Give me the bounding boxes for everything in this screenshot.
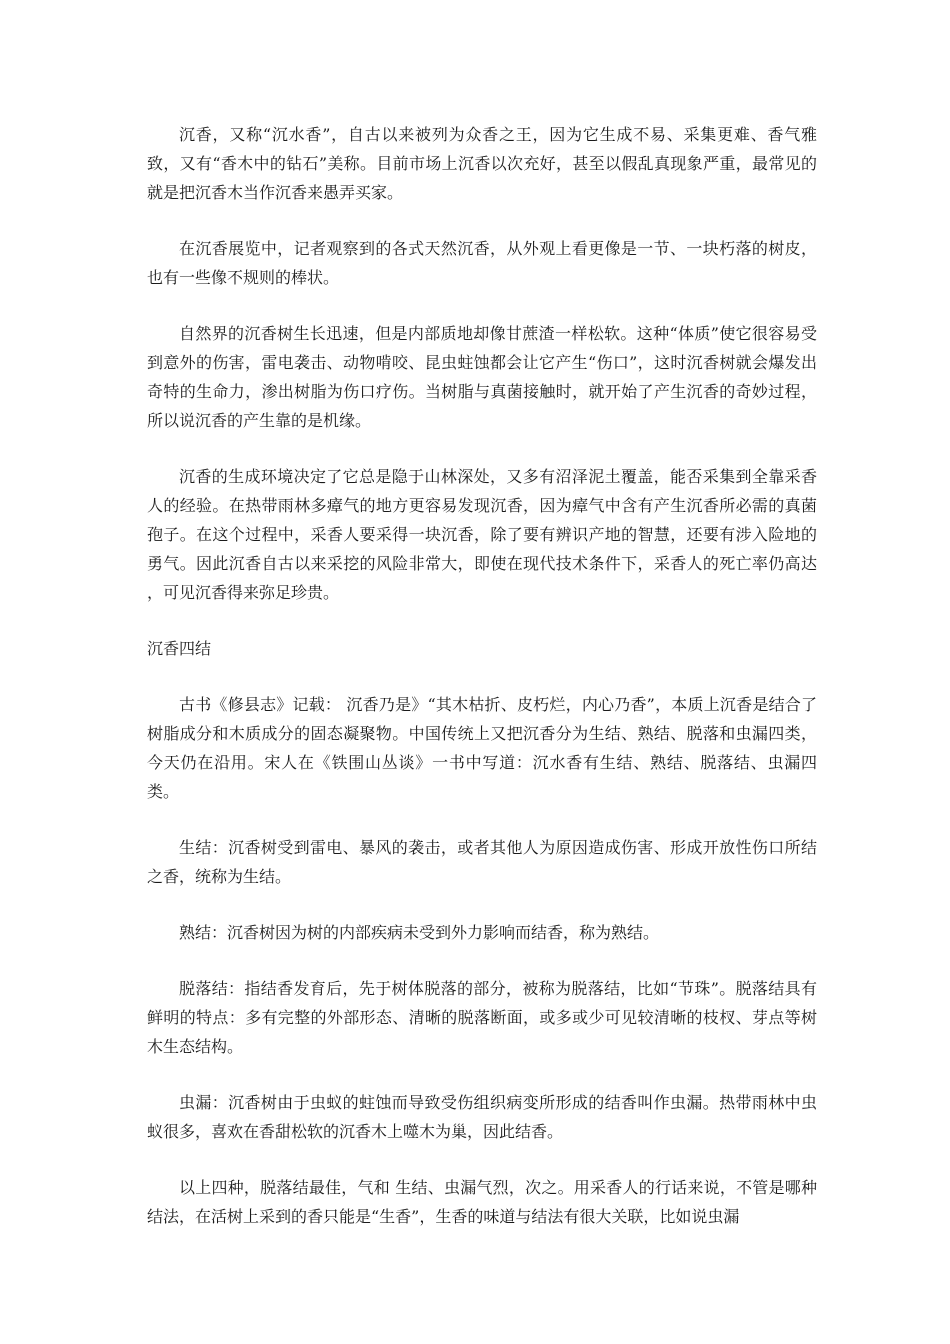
paragraph-intro: 沉香，又称“沉水香”，自古以来被列为众香之王，因为它生成不易、采集更难、香气雅致，又有“香木中的钻石”美称。目前市场上沉香以次充好，甚至以假乱真现象严重，最常见的就是把沉香木当作沉香来愚弄买家。 xyxy=(147,125,817,202)
paragraph-shengjie: 生结：沉香树受到雷电、暴风的袭击，或者其他人为原因造成伤害、形成开放性伤口所结之香，统称为生结。 xyxy=(147,838,817,886)
paragraph-shujie: 熟结：沉香树因为树的内部疾病未受到外力影响而结香，称为熟结。 xyxy=(179,923,660,942)
paragraph-chonglou: 虫漏：沉香树由于虫蚁的蛀蚀而导致受伤组织病变所形成的结香叫作虫漏。热带雨林中虫蚁很多，喜欢在香甜松软的沉香木上噬木为巢，因此结香。 xyxy=(147,1093,817,1141)
document-body xyxy=(147,120,817,1258)
paragraph-tuoluojie: 脱落结：指结香发育后，先于树体脱落的部分，被称为脱落结，比如“节珠”。脱落结具有鲜明的特点：多有完整的外部形态、清晰的脱落断面，或多或少可见较清晰的枝杈、芽点等树木生态结构。 xyxy=(147,979,817,1056)
paragraph-classification: 古书《修县志》记载： 沉香乃是》“其木枯折、皮朽烂，内心乃香”，本质上沉香是结合了树脂成分和木质成分的固态凝聚物。中国传统上又把沉香分为生结、熟结、脱落和虫漏四类，今天仍在沿用。宋人在《铁围山丛谈》一书中写道：沉水香有生结、熟结、脱落结、虫漏四类。 xyxy=(147,695,817,801)
section-title: 沉香四结 xyxy=(147,639,212,658)
paragraph-environment: 沉香的生成环境决定了它总是隐于山林深处，又多有沼泽泥土覆盖，能否采集到全靠采香人的经验。在热带雨林多瘴气的地方更容易发现沉香，因为瘴气中含有产生沉香所必需的真菌孢子。在这个过程中，采香人要采得一块沉香，除了要有辨识产地的智慧，还要有涉入险地的勇气。因此沉香自古以来采挖的风险非常大，即使在现代技术条件下，采香人的死亡率仍高达 ，可见沉香得来弥足珍贵。 xyxy=(147,467,817,602)
paragraph-summary: 以上四种，脱落结最佳，气和 生结、虫漏气烈，次之。用采香人的行话来说，不管是哪种结法，在活树上采到的香只能是“生香”，生香的味道与结法有很大关联，比如说虫漏 xyxy=(147,1178,817,1226)
paragraph-exhibition: 在沉香展览中，记者观察到的各式天然沉香，从外观上看更像是一节、一块朽落的树皮，也有一些像不规则的棒状。 xyxy=(147,239,817,287)
paragraph-nature: 自然界的沉香树生长迅速，但是内部质地却像甘蔗渣一样松软。这种“体质”使它很容易受到意外的伤害，雷电袭击、动物啃咬、昆虫蛀蚀都会让它产生“伤口”，这时沉香树就会爆发出奇特的生命力，渗出树脂为伤口疗伤。当树脂与真菌接触时，就开始了产生沉香的奇妙过程，所以说沉香的产生靠的是机缘。 xyxy=(147,324,817,430)
